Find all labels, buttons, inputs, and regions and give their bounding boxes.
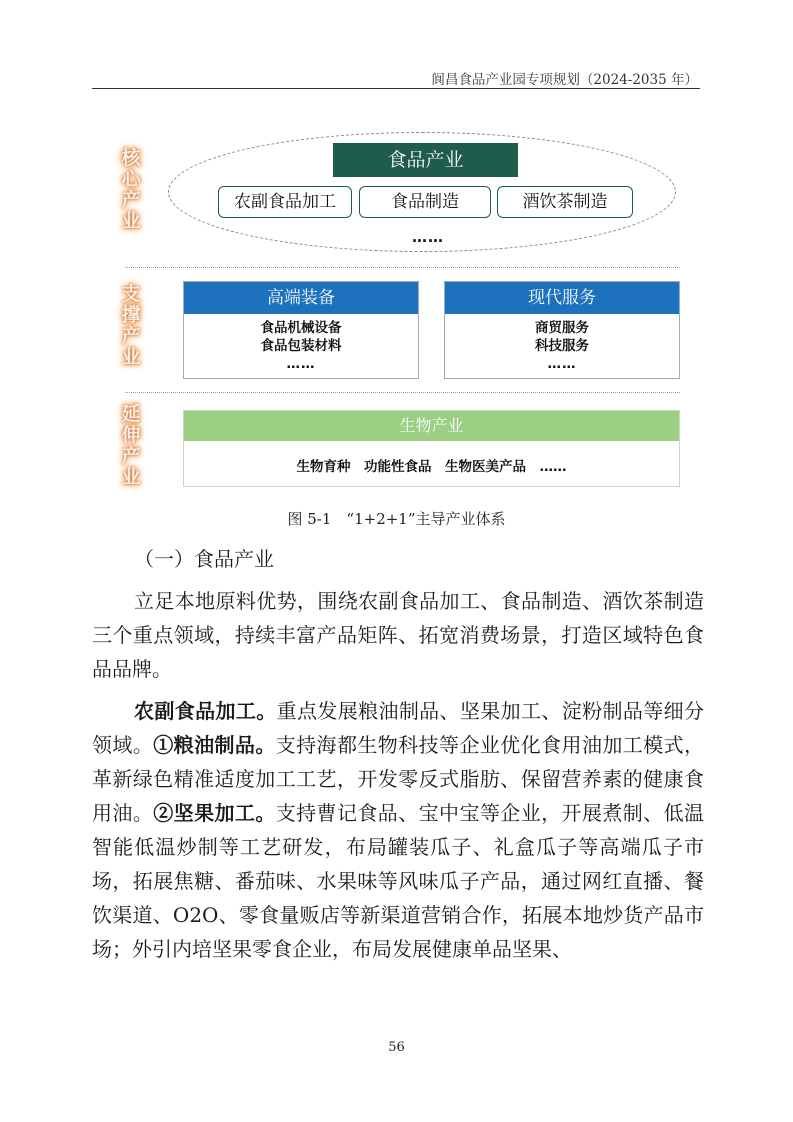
core-item-food-manufacturing: 食品制造 [359,186,491,218]
extension-box [183,410,680,487]
running-header: 阆昌食品产业园专项规划（2024-2035 年） [431,72,698,88]
separator [125,392,680,393]
support-item: 商贸服务 [535,320,589,336]
side-label-support: 支 撑 产 业 [121,283,141,368]
core-item-agri-processing: 农副食品加工 [218,186,352,218]
core-item-beverage-manufacturing: 酒饮茶制造 [497,186,633,218]
bold-subhead: ①粮油制品。 [153,733,276,757]
bold-subhead: ②坚果加工。 [153,801,276,825]
figure-caption: 图 5-1 “1+2+1”主导产业体系 [287,510,506,528]
support-item: 食品包装材料 [260,338,342,354]
text-run: 支持曹记食品、宝中宝等企业，开展煮制、低温智能低温炒制等工艺研发，布局罐装瓜子、礼盒瓜子等高端瓜子市场，拓展焦糖、番茄味、水果味等风味瓜子产品，通过网红直播、餐饮渠道、O2O、零食量贩店等新渠道营销合作，拓展本地炒货产品市场；外引内培坚果零食企业，布局发展健康单品坚果、 [92,801,705,961]
support-item: 科技服务 [535,338,589,354]
support-etc: …… [547,356,577,372]
core-title: 食品产业 [333,143,518,177]
support-title: 现代服务 [445,282,679,314]
extension-items: 生物育种 功能性食品 生物医美产品 …… [296,459,567,475]
support-box-services [444,281,680,379]
text-run: 支持海都生物科技等企业优化食用油加工模式，革新绿色精准适度加工工艺，开发零反式脂肪、保留营养素的健康食用油。 [92,733,705,825]
side-label-extension: 延 伸 产 业 [121,403,141,488]
support-etc: …… [286,356,316,372]
support-box-equipment [183,281,419,379]
industry-system-diagram [0,0,793,500]
side-label-core: 核 心 产 业 [121,147,141,232]
paragraph [92,694,704,966]
page-number: 56 [388,1040,405,1055]
section-heading: （一）食品产业 [134,547,274,571]
core-etc: …… [412,228,444,246]
support-item: 食品机械设备 [260,320,342,336]
support-title: 高端装备 [184,282,418,314]
paragraph: 立足本地原料优势，围绕农副食品加工、食品制造、酒饮茶制造三个重点领域，持续丰富产品矩阵、拓宽消费场景，打造区域特色食品品牌。 [92,589,704,681]
bold-lead: 农副食品加工。 [134,699,277,723]
extension-title: 生物产业 [184,411,679,441]
separator [125,267,680,268]
text-run: 重点发展粮油制品、坚果加工、淀粉制品等细分领域。 [92,699,705,757]
